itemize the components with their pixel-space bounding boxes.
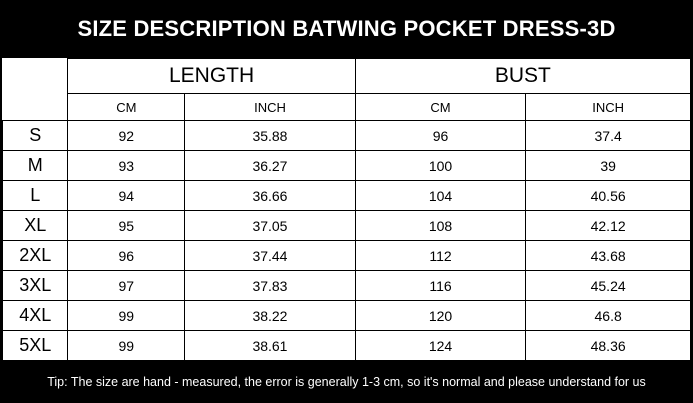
unit-header-length-cm: CM xyxy=(68,94,185,121)
cell-length-inch: 35.88 xyxy=(185,121,356,151)
cell-size: 2XL xyxy=(3,241,68,271)
cell-bust-inch: 45.24 xyxy=(526,271,691,301)
cell-bust-cm: 116 xyxy=(355,271,526,301)
cell-bust-cm: 124 xyxy=(355,331,526,361)
cell-length-inch: 36.27 xyxy=(185,151,356,181)
table-row xyxy=(3,241,691,271)
cell-size: S xyxy=(3,121,68,151)
cell-size: 4XL xyxy=(3,301,68,331)
table-row xyxy=(3,151,691,181)
cell-length-cm: 93 xyxy=(68,151,185,181)
unit-header-bust-cm: CM xyxy=(355,94,526,121)
table-row xyxy=(3,331,691,361)
cell-length-cm: 99 xyxy=(68,331,185,361)
cell-size: 5XL xyxy=(3,331,68,361)
cell-bust-cm: 112 xyxy=(355,241,526,271)
cell-bust-cm: 104 xyxy=(355,181,526,211)
table-row xyxy=(3,181,691,211)
cell-length-cm: 92 xyxy=(68,121,185,151)
table-header-units xyxy=(3,94,691,121)
tip-bar xyxy=(0,361,693,403)
cell-bust-inch: 37.4 xyxy=(526,121,691,151)
cell-size: M xyxy=(3,151,68,181)
cell-length-cm: 94 xyxy=(68,181,185,211)
group-header-length: LENGTH xyxy=(68,59,355,94)
unit-header-bust-inch: INCH xyxy=(526,94,691,121)
table-row xyxy=(3,121,691,151)
cell-bust-cm: 96 xyxy=(355,121,526,151)
group-header-bust: BUST xyxy=(355,59,690,94)
cell-bust-inch: 48.36 xyxy=(526,331,691,361)
table-row xyxy=(3,211,691,241)
cell-bust-inch: 40.56 xyxy=(526,181,691,211)
cell-length-inch: 37.44 xyxy=(185,241,356,271)
cell-bust-inch: 46.8 xyxy=(526,301,691,331)
cell-length-inch: 37.05 xyxy=(185,211,356,241)
page-title: SIZE DESCRIPTION BATWING POCKET DRESS-3D xyxy=(77,16,616,42)
cell-size: 3XL xyxy=(3,271,68,301)
unit-header-length-inch: INCH xyxy=(185,94,356,121)
cell-bust-inch: 43.68 xyxy=(526,241,691,271)
size-column-header xyxy=(3,59,68,121)
title-bar xyxy=(0,0,693,58)
cell-length-cm: 97 xyxy=(68,271,185,301)
table-row xyxy=(3,301,691,331)
cell-length-cm: 96 xyxy=(68,241,185,271)
cell-bust-cm: 120 xyxy=(355,301,526,331)
size-table-container xyxy=(2,58,691,361)
cell-size: XL xyxy=(3,211,68,241)
cell-bust-inch: 42.12 xyxy=(526,211,691,241)
cell-length-inch: 38.22 xyxy=(185,301,356,331)
tip-text: Tip: The size are hand - measured, the error is generally 1-3 cm, so it's normal and please understand for us xyxy=(47,375,646,390)
cell-length-cm: 99 xyxy=(68,301,185,331)
table-row xyxy=(3,271,691,301)
size-table xyxy=(2,58,691,361)
cell-length-inch: 36.66 xyxy=(185,181,356,211)
cell-bust-cm: 108 xyxy=(355,211,526,241)
cell-size: L xyxy=(3,181,68,211)
cell-length-cm: 95 xyxy=(68,211,185,241)
cell-length-inch: 38.61 xyxy=(185,331,356,361)
table-header-groups xyxy=(3,59,691,94)
cell-bust-cm: 100 xyxy=(355,151,526,181)
cell-length-inch: 37.83 xyxy=(185,271,356,301)
cell-bust-inch: 39 xyxy=(526,151,691,181)
